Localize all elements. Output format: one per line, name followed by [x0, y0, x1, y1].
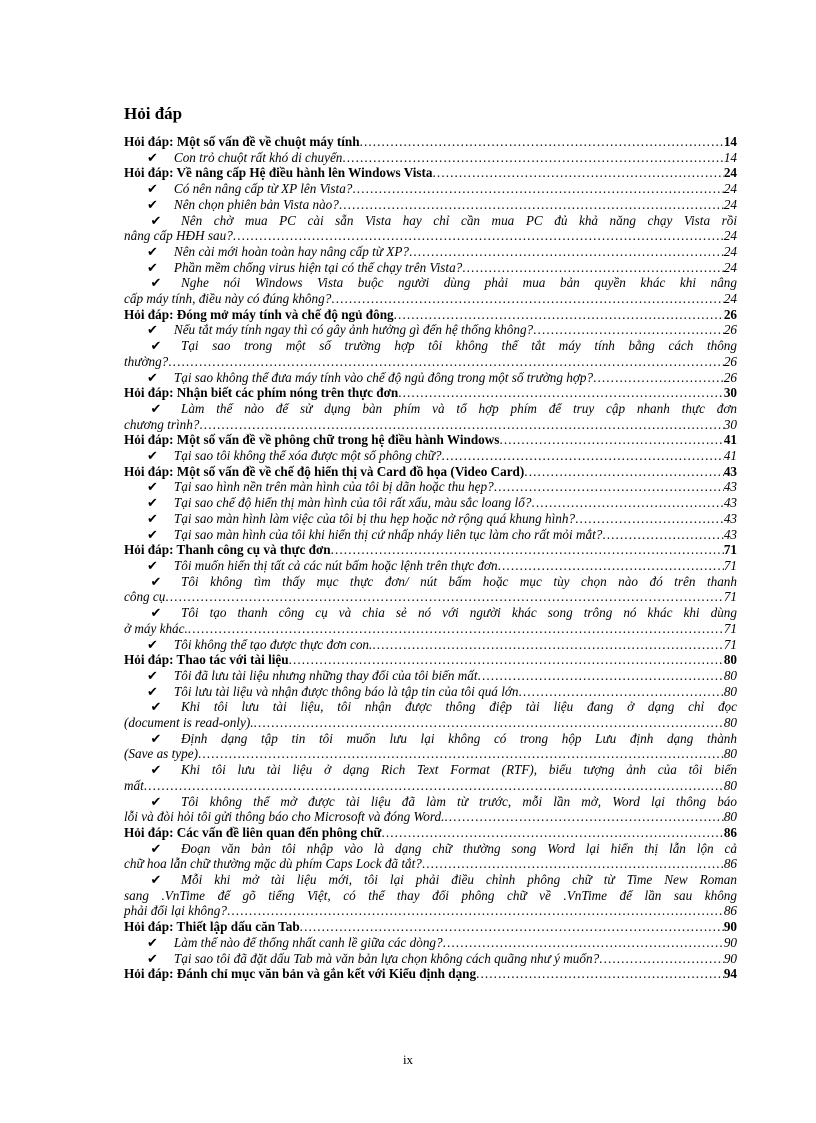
toc-question-entry[interactable] [124, 605, 737, 636]
toc-entry-title-continued: nâng cấp HĐH sau? [124, 228, 233, 244]
checkmark-icon: ✔ [147, 950, 158, 966]
checkmark-icon: ✔ [147, 934, 158, 950]
toc-entry-title: Hỏi đáp: Đánh chỉ mục văn bản và gắn kết với Kiểu định dạng [124, 966, 477, 982]
toc-entry-title: Làm thế nào để sử dụng bàn phím và tổ hợp phím để truy cập nhanh thực đơn [181, 400, 737, 416]
toc-entry-title-continued: (Save as type) [124, 746, 198, 762]
toc-entry-title: Tôi lưu tài liệu và nhận được thông báo là tập tin của tôi quá lớn [173, 683, 519, 699]
checkmark-icon: ✔ [150, 699, 162, 715]
page-number: ix [402, 1052, 414, 1067]
toc-page-number: 90 [723, 934, 737, 950]
toc-question-entry[interactable] [124, 527, 737, 543]
checkmark-icon: ✔ [150, 840, 162, 856]
page-heading: Hỏi đáp [124, 104, 183, 123]
checkmark-icon: ✔ [147, 448, 158, 464]
toc-entry-title: Khi tôi lưu tài liệu ở dạng Rich Text Format (RTF), biểu tượng ảnh của tôi biến [181, 762, 737, 778]
toc-entry-title: Nên chọn phiên bản Vista nào? [173, 196, 339, 212]
checkmark-icon: ✔ [147, 479, 158, 495]
toc-entry-title-continued: thường? [124, 353, 169, 369]
toc-entry-title-continued: sang .VnTime để gõ tiếng Việt, có thể thay đổi phông chữ về .VnTime để lần sau không [124, 887, 737, 903]
toc-entry-title: Định dạng tập tin tôi muốn lưu lại không có trong hộp Lưu định dạng thành [181, 730, 737, 746]
dot-leader [339, 197, 724, 213]
checkmark-icon: ✔ [147, 526, 158, 542]
toc-page-number: 71 [723, 620, 737, 636]
toc-entry-title-continued: ở máy khác. [124, 620, 188, 636]
dot-leader [289, 652, 724, 668]
toc-page-number: 41 [723, 448, 737, 464]
toc-question-entry[interactable] [124, 872, 737, 919]
toc-entry-title-continued: cấp máy tính, điều này có đúng không? [124, 291, 332, 307]
toc-section-entry[interactable] [124, 652, 737, 668]
toc-section-entry[interactable] [124, 134, 737, 150]
dot-leader [575, 511, 724, 527]
toc-question-entry[interactable] [124, 370, 737, 386]
checkmark-icon: ✔ [147, 322, 158, 338]
checkmark-icon: ✔ [147, 196, 158, 212]
toc-question-entry[interactable] [124, 794, 737, 825]
toc-entry-title: Hỏi đáp: Đóng mở máy tính và chế độ ngủ đông [124, 306, 394, 322]
toc-question-entry[interactable] [124, 935, 737, 951]
toc-page-number: 43 [723, 463, 737, 479]
toc-entry-title: Tôi không thể mở được tài liệu đã làm từ trước, mỗi lần mở, Word lại thông báo [181, 793, 737, 809]
toc-page-number: 26 [723, 369, 737, 385]
dot-leader [441, 448, 723, 464]
toc-page-number: 80 [723, 652, 737, 668]
toc-question-entry[interactable] [124, 951, 737, 967]
dot-leader [360, 134, 724, 150]
dot-leader [498, 558, 724, 574]
toc-question-entry[interactable] [124, 668, 737, 684]
toc-entry-title: Tại sao tôi không thể xóa được một số phông chữ? [173, 448, 442, 464]
dot-leader [168, 354, 724, 370]
toc-entry-title: Tại sao hình nền trên màn hình của tôi bị dãn hoặc thu hẹp? [173, 479, 494, 495]
toc-question-entry[interactable] [124, 762, 737, 793]
toc-entry-title-continued: lỗi và đòi hỏi tôi gửi thông báo cho Microsoft và đóng Word. [124, 809, 445, 825]
toc-entry-title: Hỏi đáp: Nhận biết các phím nóng trên thực đơn [124, 385, 399, 401]
toc-page-number: 80 [723, 777, 737, 793]
toc-question-entry[interactable] [124, 401, 737, 432]
toc-question-entry[interactable] [124, 338, 737, 369]
dot-leader [372, 637, 724, 653]
toc-page-number: 80 [723, 683, 737, 699]
dot-leader [165, 589, 723, 605]
dot-leader [519, 684, 724, 700]
checkmark-icon: ✔ [150, 338, 162, 354]
toc-entry-title: Tại sao chế độ hiển thị màn hình của tôi rất xấu, màu sắc loang lổ? [173, 495, 532, 511]
toc-section-entry[interactable] [124, 432, 737, 448]
toc-entry-title: Nên cài mới hoàn toàn hay nâng cấp từ XP? [173, 243, 409, 259]
toc-section-entry[interactable] [124, 825, 737, 841]
toc-section-entry[interactable] [124, 464, 737, 480]
toc-entry-title: Nên chờ mua PC cài sẵn Vista hay chỉ cần mua PC đủ khả năng chạy Vista rồi [181, 212, 737, 228]
toc-question-entry[interactable] [124, 841, 737, 872]
toc-entry-title: Hỏi đáp: Thanh công cụ và thực đơn [124, 542, 331, 558]
toc-question-entry[interactable] [124, 322, 737, 338]
checkmark-icon: ✔ [147, 683, 158, 699]
dot-leader [394, 307, 724, 323]
checkmark-icon: ✔ [150, 872, 162, 888]
toc-page-number: 71 [723, 557, 737, 573]
dot-leader [352, 181, 723, 197]
dot-leader [531, 495, 723, 511]
dot-leader [533, 322, 724, 338]
dot-leader [198, 746, 724, 762]
checkmark-icon: ✔ [150, 275, 162, 291]
toc-question-entry[interactable] [124, 275, 737, 306]
checkmark-icon: ✔ [150, 605, 162, 621]
toc-entry-title-continued: công cụ [124, 589, 166, 605]
toc-page-number: 90 [723, 919, 737, 935]
toc-entry-title: Tôi tạo thanh công cụ và chia sẻ nó với người khác song trông nó khác khi dùng [181, 605, 737, 621]
toc-page-number: 24 [723, 291, 737, 307]
toc-question-entry[interactable] [124, 213, 737, 244]
toc-entry-title: Tại sao không thể đưa máy tính vào chế độ ngủ đông trong một số trường hợp? [173, 369, 594, 385]
toc-question-entry[interactable] [124, 558, 737, 574]
toc-entry-title: Tôi muốn hiển thị tất cả các nút bấm hoặc lệnh trên thực đơn [173, 557, 498, 573]
toc-entry-title-continued: mất [124, 777, 144, 793]
toc-entry-title: Hỏi đáp: Một số vấn đề về chế độ hiển thị và Card đồ họa (Video Card) [124, 463, 525, 479]
dot-leader [443, 935, 724, 951]
dot-leader [199, 417, 723, 433]
toc-entry-title: Hỏi đáp: Một số vấn đề về phông chữ trong hệ điều hành Windows [124, 432, 500, 448]
dot-leader [462, 260, 724, 276]
checkmark-icon: ✔ [150, 400, 162, 416]
toc-question-entry[interactable] [124, 637, 737, 653]
dot-leader [254, 715, 724, 731]
checkmark-icon: ✔ [147, 667, 158, 683]
toc-page-number: 80 [723, 809, 737, 825]
toc-page-number: 71 [723, 636, 737, 652]
checkmark-icon: ✔ [150, 793, 162, 809]
toc-page-number: 24 [723, 259, 737, 275]
toc-entry-title: Tại sao màn hình làm việc của tôi bị thu hẹp hoặc nở rộng quá khung hình? [173, 510, 576, 526]
toc-entry-title: Tại sao trong một số trường hợp tôi không thể tắt máy tính bằng cách thông [181, 338, 737, 354]
checkmark-icon: ✔ [150, 212, 162, 228]
toc-entry-title: Hỏi đáp: Thiết lập dấu căn Tab [124, 919, 300, 935]
table-of-contents [124, 134, 737, 982]
toc-entry-title: Mỗi khi mở tài liệu mới, tôi lại phải điều chỉnh phông chữ từ Time New Roman [181, 872, 737, 888]
toc-question-entry[interactable] [124, 731, 737, 762]
dot-leader [602, 527, 723, 543]
toc-page-number: 80 [723, 746, 737, 762]
dot-leader [331, 542, 724, 558]
toc-page-number: 26 [723, 353, 737, 369]
toc-entry-title: Hỏi đáp: Một số vấn đề về chuột máy tính [124, 134, 360, 149]
toc-page-number: 41 [723, 432, 737, 448]
dot-leader [227, 903, 724, 919]
toc-page-number: 43 [723, 495, 737, 511]
dot-leader [422, 856, 724, 872]
toc-question-entry[interactable] [124, 244, 737, 260]
checkmark-icon: ✔ [147, 369, 158, 385]
toc-question-entry[interactable] [124, 181, 737, 197]
toc-entry-title: Nếu tắt máy tính ngay thì có gây ảnh hưởng gì đến hệ thống không? [173, 322, 534, 338]
toc-page-number: 14 [723, 134, 737, 149]
checkmark-icon: ✔ [147, 149, 158, 165]
toc-page-number: 24 [723, 181, 737, 197]
toc-question-entry[interactable] [124, 684, 737, 700]
checkmark-icon: ✔ [147, 243, 158, 259]
toc-entry-title: Phần mềm chống virus hiện tại có thể chạy trên Vista? [173, 259, 463, 275]
checkmark-icon: ✔ [147, 495, 158, 511]
dot-leader [342, 150, 723, 166]
toc-page-number: 43 [723, 510, 737, 526]
toc-entry-title: Khi tôi lưu tài liệu, tôi nhận được thông điệp tài liệu đang ở dạng chỉ đọc [181, 699, 737, 715]
toc-entry-title: Con trỏ chuột rất khó di chuyển [173, 149, 343, 165]
toc-question-entry[interactable] [124, 260, 737, 276]
toc-question-entry[interactable] [124, 495, 737, 511]
toc-page-number: 90 [723, 950, 737, 966]
toc-entry-title: Có nên nâng cấp từ XP lên Vista? [173, 181, 353, 197]
toc-section-entry[interactable] [124, 542, 737, 558]
toc-section-entry[interactable] [124, 385, 737, 401]
toc-section-entry[interactable] [124, 165, 737, 181]
checkmark-icon: ✔ [150, 730, 162, 746]
dot-leader [476, 966, 724, 982]
dot-leader [233, 228, 724, 244]
toc-entry-title: Làm thế nào để thống nhất canh lề giữa các dòng? [173, 934, 443, 950]
checkmark-icon: ✔ [147, 636, 158, 652]
toc-question-entry[interactable] [124, 479, 737, 495]
dot-leader [524, 464, 724, 480]
checkmark-icon: ✔ [147, 510, 158, 526]
dot-leader [188, 621, 724, 637]
toc-page-number: 86 [723, 856, 737, 872]
toc-question-entry[interactable] [124, 150, 737, 166]
dot-leader [331, 291, 724, 307]
toc-page-number: 30 [723, 385, 737, 401]
toc-page-number: 14 [723, 149, 737, 165]
toc-entry-title: Đoạn văn bản tôi nhập vào là dạng chữ thường song Word lại hiển thị lẫn lộn cả [181, 840, 737, 856]
toc-entry-title: Tại sao tôi đã đặt dấu Tab mà văn bản lựa chọn không cách quãng như ý muốn? [173, 950, 600, 966]
toc-page-number: 24 [723, 228, 737, 244]
toc-entry-title-continued: chữ hoa lẫn chữ thường mặc dù phím Caps Lock đã tắt? [124, 856, 422, 872]
toc-page-number: 80 [723, 667, 737, 683]
toc-question-entry[interactable] [124, 511, 737, 527]
checkmark-icon: ✔ [147, 557, 158, 573]
dot-leader [144, 778, 724, 794]
toc-entry-title: Tôi không thể tạo được thực đơn con. [173, 636, 373, 652]
toc-page-number: 94 [723, 966, 737, 982]
dot-leader [599, 951, 724, 967]
toc-section-entry[interactable] [124, 919, 737, 935]
checkmark-icon: ✔ [150, 573, 162, 589]
toc-entry-title: Hỏi đáp: Thao tác với tài liệu [124, 652, 289, 668]
toc-page-number: 24 [723, 165, 737, 181]
dot-leader [478, 668, 724, 684]
toc-section-entry[interactable] [124, 307, 737, 323]
dot-leader [494, 479, 724, 495]
toc-entry-title: Tôi không tìm thấy mục thực đơn/ nút bấm hoặc mục tùy chọn nào đó trên thanh [181, 573, 737, 589]
dot-leader [409, 244, 724, 260]
toc-page-number: 30 [723, 416, 737, 432]
checkmark-icon: ✔ [147, 259, 158, 275]
dot-leader [433, 165, 724, 181]
toc-entry-title-continued: phải đổi lại không? [124, 903, 227, 919]
toc-page-number: 71 [723, 589, 737, 605]
dot-leader [593, 370, 724, 386]
toc-question-entry[interactable] [124, 574, 737, 605]
toc-entry-title-continued: chương trình? [124, 416, 200, 432]
dot-leader [398, 385, 724, 401]
toc-section-entry[interactable] [124, 966, 737, 982]
toc-page-number: 24 [723, 243, 737, 259]
toc-entry-title: Hỏi đáp: Các vấn đề liên quan đến phông chữ [124, 824, 382, 840]
checkmark-icon: ✔ [150, 762, 162, 778]
dot-leader [499, 432, 723, 448]
toc-page-number: 71 [723, 542, 737, 558]
toc-entry-title: Tôi đã lưu tài liệu nhưng những thay đổi của tôi biến mất [173, 667, 478, 683]
toc-entry-title: Tại sao màn hình của tôi khi hiển thị cứ nhấp nháy liên tục làm cho rất mỏi mắt? [173, 526, 603, 542]
dot-leader [444, 809, 723, 825]
toc-page-number: 24 [723, 196, 737, 212]
toc-page-number: 43 [723, 479, 737, 495]
toc-page-number: 26 [723, 322, 737, 338]
toc-page-number: 43 [723, 526, 737, 542]
toc-page-number: 26 [723, 306, 737, 322]
toc-question-entry[interactable] [124, 197, 737, 213]
toc-entry-title: Hỏi đáp: Về nâng cấp Hệ điều hành lên Windows Vista [124, 165, 433, 181]
toc-question-entry[interactable] [124, 699, 737, 730]
toc-page-number: 86 [723, 903, 737, 919]
toc-question-entry[interactable] [124, 448, 737, 464]
checkmark-icon: ✔ [147, 181, 158, 197]
toc-page-number: 80 [723, 715, 737, 731]
toc-entry-title: Nghe nói Windows Vista buộc người dùng phải mua bản quyền khác khi nâng [181, 275, 737, 291]
toc-entry-title-continued: (document is read-only). [124, 715, 254, 731]
toc-page-number: 86 [723, 824, 737, 840]
dot-leader [381, 825, 723, 841]
dot-leader [300, 919, 724, 935]
